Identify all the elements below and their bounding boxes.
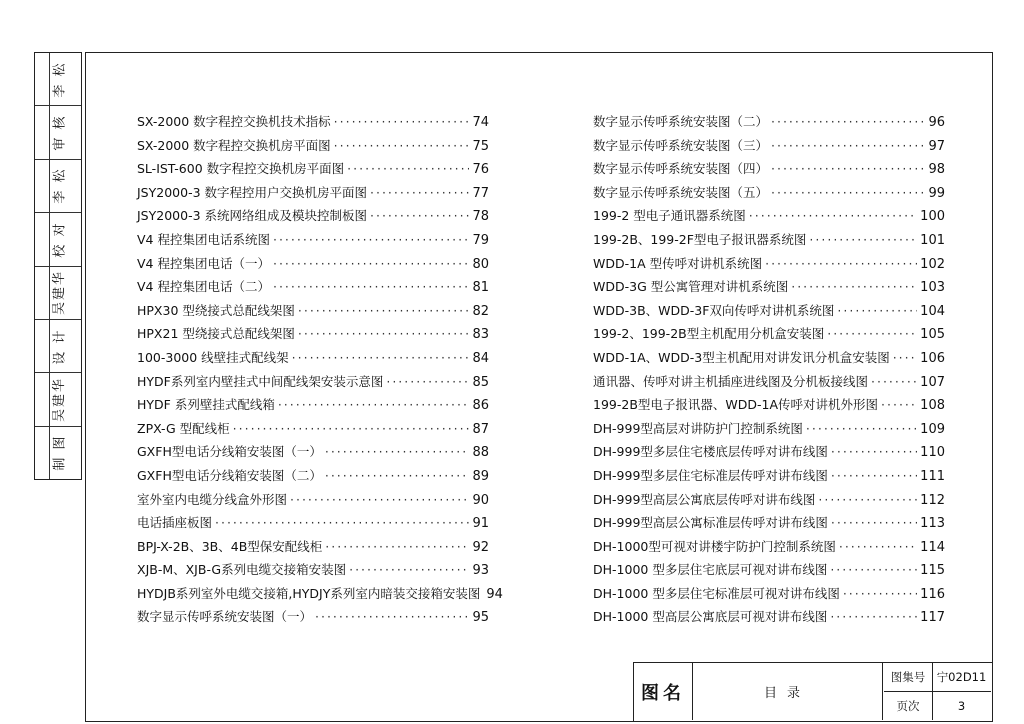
toc-entry-page: 79 bbox=[472, 232, 489, 248]
toc-entry-page: 101 bbox=[920, 232, 945, 248]
toc-entry bbox=[137, 537, 489, 561]
toc-leader-dots bbox=[839, 539, 917, 554]
toc-entry-title: SX-2000 数字程控交换机房平面图 bbox=[137, 137, 331, 153]
atlas-info-grid bbox=[884, 663, 991, 720]
sidebar-cell-text: 李 松 bbox=[52, 61, 68, 98]
toc-entry-title: HYDF 系列壁挂式配线箱 bbox=[137, 397, 275, 413]
toc-entry-page: 98 bbox=[928, 162, 945, 178]
toc-entry-page: 104 bbox=[920, 303, 945, 319]
toc-leader-dots bbox=[233, 421, 470, 436]
sidebar-cell bbox=[35, 427, 81, 479]
toc-entry-title: DH-999型高层对讲防护门控制系统图 bbox=[593, 420, 803, 436]
toc-entry-page: 103 bbox=[920, 280, 945, 296]
toc-leader-dots bbox=[843, 586, 917, 601]
toc-entry bbox=[593, 183, 945, 207]
toc-entry bbox=[137, 560, 489, 584]
toc-entry-title: 通讯器、传呼对讲主机插座进线图及分机板接线图 bbox=[593, 373, 869, 389]
toc-leader-dots bbox=[831, 468, 917, 483]
toc-entry-title: WDD-3B、WDD-3F双向传呼对讲机系统图 bbox=[593, 302, 835, 318]
toc-entry-title: DH-999型多层住宅楼底层传呼对讲布线图 bbox=[593, 444, 828, 460]
toc-entry-title: 室外室内电缆分线盒外形图 bbox=[137, 491, 288, 507]
toc-leader-dots bbox=[831, 515, 917, 530]
toc-entry bbox=[593, 206, 945, 230]
toc-entry-title: WDD-3G 型公寓管理对讲机系统图 bbox=[593, 279, 789, 295]
toc-leader-dots bbox=[771, 161, 925, 176]
sidebar-cell bbox=[35, 53, 81, 106]
drawing-name: 目录 bbox=[692, 663, 883, 720]
toc-entry bbox=[593, 584, 945, 608]
atlas-number-label: 图集号 bbox=[890, 670, 926, 684]
toc-entry bbox=[593, 466, 945, 490]
toc-entry-title: DH-1000 型多层住宅标准层可视对讲布线图 bbox=[593, 585, 840, 601]
toc-entry bbox=[137, 395, 489, 419]
sidebar-cell bbox=[35, 213, 81, 266]
toc-entry-title: DH-999型多层住宅标准层传呼对讲布线图 bbox=[593, 467, 828, 483]
toc-left-column bbox=[137, 112, 503, 631]
page-number: 3 bbox=[957, 698, 966, 713]
toc-entry-page: 117 bbox=[920, 610, 945, 626]
toc-entry-title: 数字显示传呼系统安装图（三） bbox=[593, 137, 769, 153]
toc-leader-dots bbox=[809, 232, 917, 247]
toc-entry-title: DH-999型高层公寓标准层传呼对讲布线图 bbox=[593, 515, 828, 531]
toc-entry-page: 95 bbox=[472, 610, 489, 626]
toc-entry bbox=[593, 442, 945, 466]
sidebar-cell-text: 设 计 bbox=[52, 327, 68, 365]
toc-entry-page: 105 bbox=[920, 327, 945, 343]
toc-entry-page: 87 bbox=[472, 421, 489, 437]
toc-leader-dots bbox=[831, 444, 917, 459]
toc-entry bbox=[137, 159, 489, 183]
toc-leader-dots bbox=[349, 562, 469, 577]
toc-entry bbox=[137, 607, 489, 631]
sidebar-cell-text: 制 图 bbox=[52, 434, 68, 471]
toc-entry bbox=[593, 419, 945, 443]
toc-leader-dots bbox=[370, 185, 469, 200]
page-label: 页次 bbox=[896, 698, 920, 713]
toc-leader-dots bbox=[818, 492, 917, 507]
toc-entry-page: 116 bbox=[920, 586, 945, 602]
toc-entry bbox=[593, 372, 945, 396]
toc-entry-page: 85 bbox=[472, 374, 489, 390]
toc-entry bbox=[137, 112, 489, 136]
toc-entry-page: 113 bbox=[920, 516, 945, 532]
toc-entry-title: GXFH型电话分线箱安装图（二） bbox=[137, 467, 322, 483]
toc-entry-page: 110 bbox=[920, 445, 945, 461]
toc-leader-dots bbox=[315, 609, 469, 624]
toc-right-column bbox=[593, 112, 945, 631]
toc-entry-title: HYDF系列室内壁挂式中间配线架安装示意图 bbox=[137, 373, 384, 389]
sidebar-cell-text: 校 对 bbox=[52, 221, 68, 258]
toc-entry-title: 199-2、199-2B型主机配用分机盒安装图 bbox=[593, 326, 825, 342]
toc-entry-title: BPJ-X-2B、3B、4B型保安配线柜 bbox=[137, 538, 323, 554]
toc-leader-dots bbox=[298, 303, 470, 318]
toc-entry-page: 82 bbox=[472, 303, 489, 319]
toc-leader-dots bbox=[370, 208, 469, 223]
toc-entry-page: 75 bbox=[472, 138, 489, 154]
toc-entry-title: V4 程控集团电话（一） bbox=[137, 255, 270, 271]
toc-entry-title: V4 程控集团电话（二） bbox=[137, 279, 270, 295]
toc-entry-page: 108 bbox=[920, 398, 945, 414]
sidebar-cell-text: 吴建华 bbox=[52, 270, 68, 316]
toc-leader-dots bbox=[325, 539, 469, 554]
toc-leader-dots bbox=[830, 609, 917, 624]
toc-entry-title: HPX30 型绕接式总配线架图 bbox=[137, 302, 295, 318]
toc-entry-title: 100-3000 线壁挂式配线架 bbox=[137, 349, 289, 365]
toc-leader-dots bbox=[273, 232, 469, 247]
toc-entry bbox=[593, 112, 945, 136]
toc-leader-dots bbox=[325, 444, 470, 459]
toc-entry-title: SX-2000 数字程控交换机技术指标 bbox=[137, 114, 331, 129]
toc-entry-title: DH-1000 型高层公寓底层可视对讲布线图 bbox=[593, 609, 828, 625]
sidebar-cell-text: 审 核 bbox=[52, 114, 68, 151]
toc-leader-dots bbox=[806, 421, 917, 436]
toc-entry-page: 83 bbox=[472, 327, 489, 343]
toc-entry bbox=[593, 230, 945, 254]
toc-entry bbox=[593, 537, 945, 561]
sidebar-cell bbox=[35, 160, 81, 213]
toc-leader-dots bbox=[273, 279, 469, 294]
toc-entry-title: 数字显示传呼系统安装图（五） bbox=[593, 184, 769, 200]
toc-entry-page: 99 bbox=[928, 185, 945, 201]
toc-leader-dots bbox=[771, 185, 925, 200]
toc-leader-dots bbox=[771, 114, 925, 129]
toc-entry bbox=[137, 490, 489, 514]
toc-entry bbox=[593, 607, 945, 631]
toc-entry-page: 102 bbox=[920, 256, 945, 272]
toc-leader-dots bbox=[837, 303, 917, 318]
toc-entry-title: 数字显示传呼系统安装图（四） bbox=[593, 161, 769, 177]
toc-leader-dots bbox=[298, 326, 470, 341]
toc-entry-title: 199-2 型电子通讯器系统图 bbox=[593, 208, 746, 224]
toc-entry bbox=[137, 183, 489, 207]
toc-leader-dots bbox=[334, 114, 470, 129]
toc-entry-title: WDD-1A、WDD-3型主机配用对讲发讯分机盒安装图 bbox=[593, 349, 890, 365]
toc-entry-title: WDD-1A 型传呼对讲机系统图 bbox=[593, 255, 763, 271]
toc-entry bbox=[593, 136, 945, 160]
toc-entry bbox=[137, 230, 489, 254]
toc-entry bbox=[137, 466, 489, 490]
toc-entry bbox=[593, 254, 945, 278]
toc-entry-title: 199-2B、199-2F型电子报讯器系统图 bbox=[593, 231, 807, 247]
toc-leader-dots bbox=[893, 350, 917, 365]
toc-entry-page: 81 bbox=[472, 280, 489, 296]
toc-entry bbox=[137, 277, 489, 301]
toc-entry-page: 109 bbox=[920, 421, 945, 437]
atlas-number: 宁02D11 bbox=[936, 670, 987, 684]
title-block bbox=[633, 662, 993, 722]
toc-entry-page: 97 bbox=[928, 138, 945, 154]
toc-entry-page: 89 bbox=[472, 468, 489, 484]
toc-entry-page: 77 bbox=[472, 185, 489, 201]
toc-leader-dots bbox=[325, 468, 470, 483]
toc-entry bbox=[137, 136, 489, 160]
toc-entry bbox=[137, 254, 489, 278]
sidebar-cell-text: 李 松 bbox=[52, 167, 68, 205]
toc-entry bbox=[137, 301, 489, 325]
toc-leader-dots bbox=[278, 397, 470, 412]
toc-entry-title: 电话插座板图 bbox=[137, 515, 213, 531]
toc-entry-page: 111 bbox=[920, 468, 945, 484]
toc-entry-page: 90 bbox=[472, 492, 489, 508]
toc-entry-title: GXFH型电话分线箱安装图（一） bbox=[137, 444, 322, 460]
toc-entry bbox=[137, 206, 489, 230]
toc-leader-dots bbox=[749, 208, 917, 223]
toc-entry bbox=[137, 348, 489, 372]
toc-leader-dots bbox=[791, 279, 917, 294]
toc-entry-page: 78 bbox=[472, 209, 489, 225]
toc-entry-title: V4 程控集团电话系统图 bbox=[137, 231, 270, 247]
toc-leader-dots bbox=[273, 256, 469, 271]
toc-entry-title: 数字显示传呼系统安装图（一） bbox=[137, 609, 313, 625]
toc-leader-dots bbox=[292, 350, 470, 365]
toc-entry bbox=[137, 513, 489, 537]
toc-entry-title: SL-IST-600 数字程控交换机房平面图 bbox=[137, 161, 345, 177]
toc-entry bbox=[593, 348, 945, 372]
toc-entry bbox=[593, 513, 945, 537]
toc-entry-title: JSY2000-3 系统网络组成及模块控制板图 bbox=[137, 208, 368, 224]
toc-entry bbox=[593, 490, 945, 514]
toc-entry bbox=[593, 277, 945, 301]
sidebar-cell bbox=[35, 320, 81, 373]
toc-leader-dots bbox=[871, 374, 917, 389]
toc-entry-page: 106 bbox=[920, 350, 945, 366]
toc-entry-title: DH-1000型可视对讲楼宇防护门控制系统图 bbox=[593, 538, 836, 554]
toc-entry-page: 93 bbox=[472, 563, 489, 579]
toc-entry bbox=[137, 419, 489, 443]
sidebar-cell bbox=[35, 267, 81, 320]
toc-entry-page: 100 bbox=[920, 209, 945, 225]
toc-entry-page: 92 bbox=[472, 539, 489, 555]
toc-entry-page: 112 bbox=[920, 492, 945, 508]
toc-leader-dots bbox=[881, 397, 917, 412]
toc-entry-title: JSY2000-3 数字程控用户交换机房平面图 bbox=[137, 184, 368, 200]
sidebar-cell bbox=[35, 373, 81, 426]
toc-entry-page: 84 bbox=[472, 350, 489, 366]
toc-entry-page: 80 bbox=[472, 256, 489, 272]
toc-entry bbox=[593, 324, 945, 348]
toc-entry-title: XJB-M、XJB-G系列电缆交接箱安装图 bbox=[137, 562, 347, 578]
toc-entry-title: ZPX-G 型配线柜 bbox=[137, 420, 230, 436]
toc-entry-title: DH-999型高层公寓底层传呼对讲布线图 bbox=[593, 491, 816, 507]
toc-entry bbox=[137, 442, 489, 466]
toc-entry bbox=[593, 159, 945, 183]
toc-leader-dots bbox=[215, 515, 469, 530]
toc-entry-title: 数字显示传呼系统安装图（二） bbox=[593, 114, 769, 129]
toc-entry-page: 107 bbox=[920, 374, 945, 390]
signature-sidebar bbox=[34, 52, 82, 480]
sidebar-cell-text: 吴建华 bbox=[52, 376, 68, 422]
toc-entry-page: 91 bbox=[472, 516, 489, 532]
drawing-name-label: 图名 bbox=[634, 663, 693, 720]
toc-entry-page: 114 bbox=[920, 539, 945, 555]
toc-entry bbox=[137, 324, 489, 348]
toc-entry-page: 86 bbox=[472, 398, 489, 414]
toc-leader-dots bbox=[765, 256, 917, 271]
sidebar-cell bbox=[35, 106, 81, 159]
toc-entry bbox=[137, 584, 503, 608]
toc-leader-dots bbox=[771, 138, 925, 153]
toc-entry bbox=[593, 301, 945, 325]
toc-leader-dots bbox=[347, 161, 469, 176]
toc-entry-page: 74 bbox=[472, 115, 489, 130]
toc-entry-page: 115 bbox=[920, 563, 945, 579]
toc-leader-dots bbox=[334, 138, 470, 153]
toc-entry bbox=[593, 395, 945, 419]
toc-leader-dots bbox=[290, 492, 469, 507]
toc-leader-dots bbox=[386, 374, 469, 389]
toc-entry bbox=[593, 560, 945, 584]
toc-entry-title: 199-2B型电子报讯器、WDD-1A传呼对讲机外形图 bbox=[593, 397, 879, 413]
toc-entry-page: 96 bbox=[928, 115, 945, 130]
toc-entry-page: 88 bbox=[472, 445, 489, 461]
toc-entry-page: 94 bbox=[486, 586, 503, 602]
toc-entry-title: DH-1000 型多层住宅底层可视对讲布线图 bbox=[593, 562, 828, 578]
toc-leader-dots bbox=[830, 562, 917, 577]
toc-entry-page: 76 bbox=[472, 162, 489, 178]
toc-leader-dots bbox=[827, 326, 917, 341]
toc-entry-title: HPX21 型绕接式总配线架图 bbox=[137, 326, 295, 342]
toc-entry-title: HYDJB系列室外电缆交接箱,HYDJY系列室内暗装交接箱安装图 bbox=[137, 585, 481, 601]
toc-entry bbox=[137, 372, 489, 396]
